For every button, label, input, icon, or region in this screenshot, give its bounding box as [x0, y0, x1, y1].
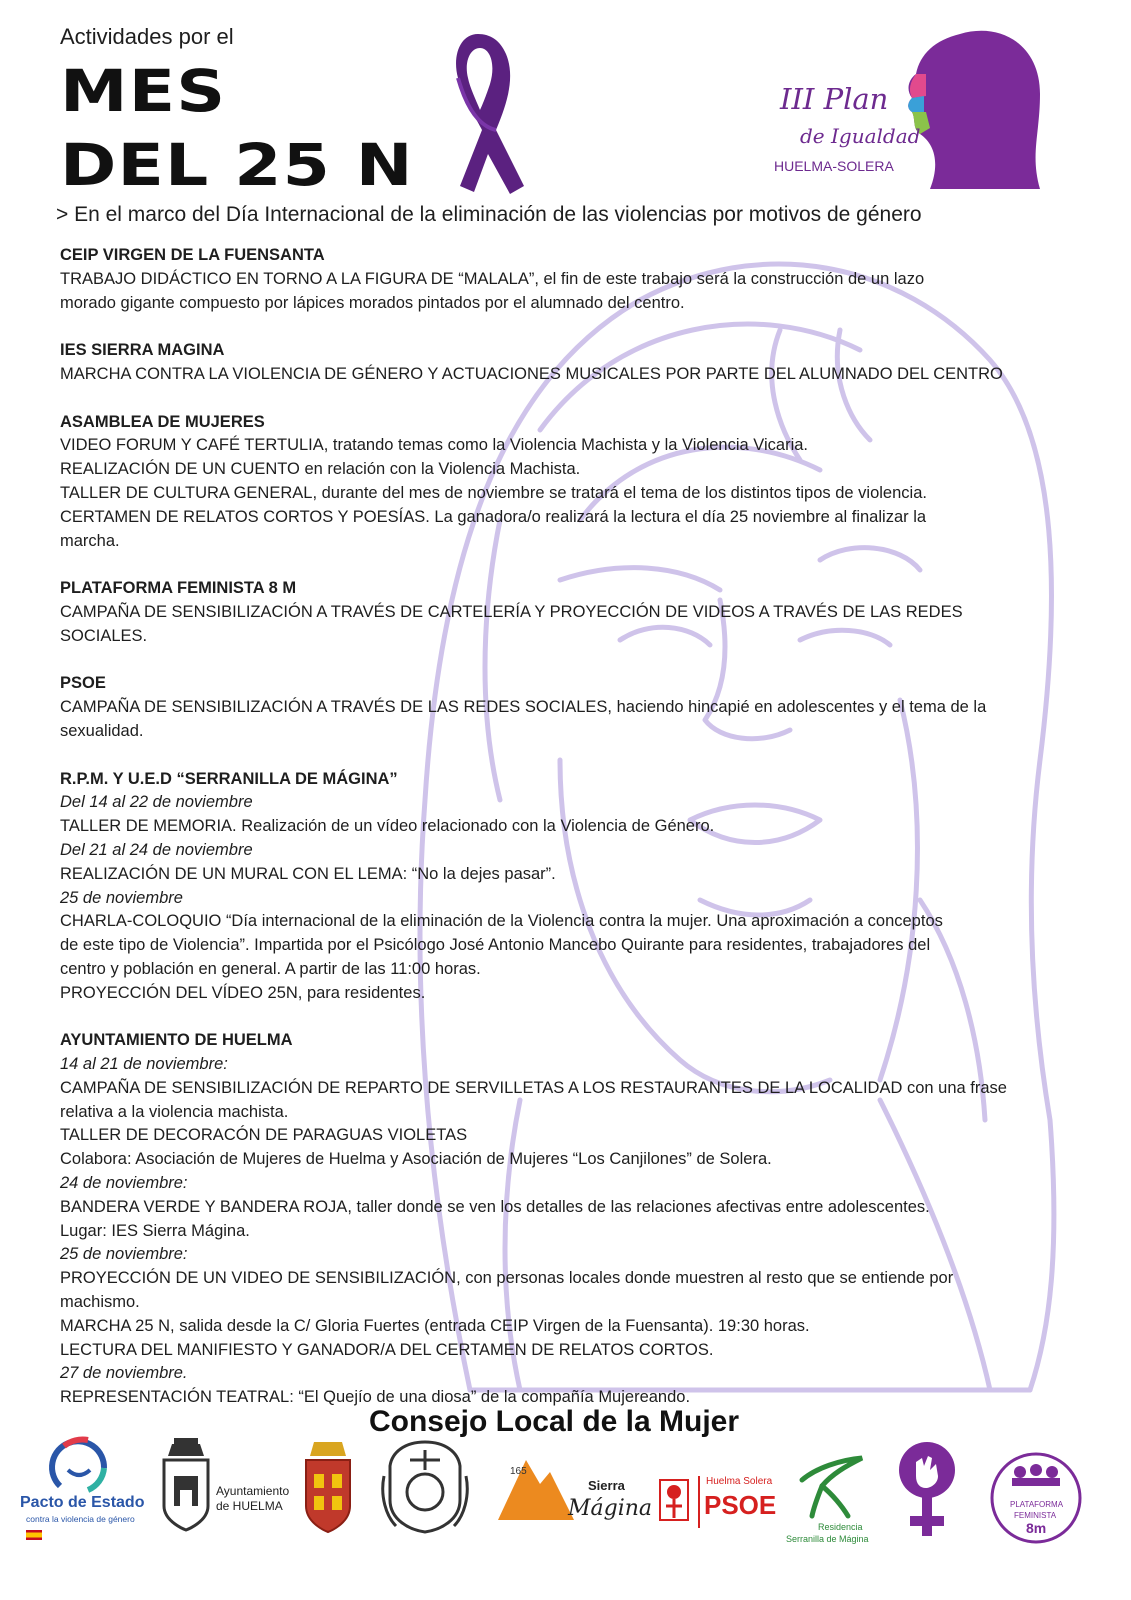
section-date: 25 de noviembre	[60, 888, 183, 907]
section-line: TALLER DE MEMORIA. Realización de un vídeo relacionado con la Violencia de Género.	[60, 817, 715, 836]
section-line: MARCHA CONTRA LA VIOLENCIA DE GÉNERO Y ACTUACIONES MUSICALES POR PARTE DEL ALUMNADO DEL CENTRO	[60, 364, 1003, 383]
section-date: Del 14 al 22 de noviembre	[60, 793, 253, 812]
section-line: TRABAJO DIDÁCTICO EN TORNO A LA FIGURA DE “MALALA”, el fin de este trabajo será la construcción de un lazo	[60, 269, 925, 288]
spain-flag-icon	[26, 1530, 42, 1540]
section-line: CERTAMEN DE RELATOS CORTOS Y POESÍAS. La ganadora/o realizará la lectura el día 25 noviembre al finalizar la	[60, 507, 927, 526]
section-title: IES SIERRA MAGINA	[60, 341, 225, 360]
section-line: CAMPAÑA DE SENSIBILIZACIÓN A TRAVÉS DE CARTELERÍA Y PROYECCIÓN DE VIDEOS A TRAVÉS DE LAS REDES SOCIALES.	[60, 602, 963, 645]
activity-section	[60, 577, 1050, 648]
section-title: CEIP VIRGEN DE LA FUENSANTA	[60, 246, 325, 264]
sierra-line-1: Sierra	[588, 1478, 625, 1493]
activity-section	[60, 339, 1050, 387]
activity-section	[60, 1029, 1050, 1410]
section-line: sexualidad.	[60, 721, 144, 740]
purple-awareness-ribbon-icon	[430, 26, 530, 198]
section-date: 24 de noviembre:	[60, 1174, 188, 1193]
sierra-line-2: Mágina	[568, 1496, 653, 1521]
pacto-title: Pacto de Estado	[20, 1494, 145, 1511]
section-line: relativa a la violencia machista.	[60, 1102, 289, 1121]
pacto-circle-icon	[18, 1436, 140, 1496]
section-title: PLATAFORMA FEMINISTA 8 M	[60, 579, 297, 598]
activity-section	[60, 672, 1050, 743]
section-line: Lugar: IES Sierra Mágina.	[60, 1221, 250, 1240]
section-date: 25 de noviembre:	[60, 1245, 188, 1264]
section-line: BANDERA VERDE Y BANDERA ROJA, taller donde se ven los detalles de las relaciones afectivas entre adolescentes.	[60, 1197, 930, 1216]
pacto-de-estado-logo	[18, 1436, 145, 1546]
section-line: TALLER DE CULTURA GENERAL, durante del mes de noviembre se tratará el tema de los distintos tipos de violencia.	[60, 483, 927, 502]
ayuntamiento-line-2: de HUELMA	[216, 1499, 283, 1513]
section-line: Colabora: Asociación de Mujeres de Huelma y Asociación de Mujeres “Los Canjilones” de Solera.	[60, 1150, 772, 1169]
activity-section	[60, 768, 1050, 1006]
plataforma-feminista-logo	[986, 1436, 1086, 1536]
section-line: TALLER DE DECORACÓN DE PARAGUAS VIOLETAS	[60, 1126, 468, 1145]
psoe-line-2: PSOE	[704, 1490, 777, 1520]
ayuntamiento-line-1: Ayuntamiento	[216, 1484, 290, 1498]
section-date: 27 de noviembre.	[60, 1364, 188, 1383]
huelma-coat-of-arms-icon	[160, 1436, 212, 1532]
emblem-seal-icon	[380, 1436, 470, 1536]
page-title-line-1: MES	[60, 57, 227, 125]
activity-section	[60, 411, 1050, 554]
residencia-logo	[784, 1436, 880, 1546]
leaf-icon	[796, 1450, 866, 1520]
sierra-badge: 165	[510, 1466, 527, 1477]
section-line: marcha.	[60, 531, 120, 550]
section-title: ASAMBLEA DE MUJERES	[60, 412, 265, 431]
footer-title: Consejo Local de la Mujer	[368, 1405, 740, 1438]
section-line: centro y población en general. A partir de las 11:00 horas.	[60, 959, 481, 978]
residencia-line-1: Residencia	[818, 1522, 863, 1532]
section-line: CHARLA-COLOQUIO “Día internacional de la eliminación de la Violencia contra la mujer. Una aproximación a conceptos	[60, 912, 943, 931]
pacto-subtitle: contra la violencia de género	[26, 1514, 135, 1524]
section-line: CAMPAÑA DE SENSIBILIZACIÓN A TRAVÉS DE LAS REDES SOCIALES, haciendo hincapié en adolescentes y el tema de la	[60, 698, 987, 717]
section-title: PSOE	[60, 674, 106, 693]
plataforma-line-1: PLATAFORMA	[1010, 1500, 1064, 1509]
section-line: REALIZACIÓN DE UN CUENTO en relación con la Violencia Machista.	[60, 460, 581, 479]
intro-line: > En el marco del Día Internacional de la eliminación de las violencias por motivos de género	[56, 203, 922, 226]
psoe-line-1: Huelma Solera	[706, 1476, 773, 1487]
plataforma-line-2: FEMINISTA	[1014, 1511, 1057, 1520]
section-line: PROYECCIÓN DE UN VIDEO DE SENSIBILIZACIÓN, con personas locales donde muestren al resto que se entiende por	[60, 1269, 954, 1288]
feminist-symbol-icon	[894, 1436, 960, 1546]
ayuntamiento-huelma-logo	[160, 1436, 310, 1536]
section-line: CAMPAÑA DE SENSIBILIZACIÓN DE REPARTO DE SERVILLETAS A LOS RESTAURANTES DE LA LOCALIDAD con una frase	[60, 1078, 1007, 1097]
section-line: morado gigante compuesto por lápices morados pintados por el alumnado del centro.	[60, 293, 685, 312]
sierra-magina-logo	[496, 1436, 653, 1536]
section-line: REALIZACIÓN DE UN MURAL CON EL LEMA: “No la dejes pasar”.	[60, 864, 556, 883]
section-date: Del 21 al 24 de noviembre	[60, 840, 253, 859]
section-line: REPRESENTACIÓN TEATRAL: “El Quejío de una diosa” de la compañía Mujereando.	[60, 1388, 691, 1407]
section-title: R.P.M. Y U.E.D “SERRANILLA DE MÁGINA”	[60, 769, 398, 788]
header-kicker: Actividades por el	[60, 24, 234, 49]
activity-section	[60, 244, 1050, 315]
plan-title: III Plan	[780, 82, 889, 116]
activities-list	[60, 244, 1050, 1434]
section-line: LECTURA DEL MANIFIESTO Y GANADOR/A DEL CERTAMEN DE RELATOS CORTOS.	[60, 1340, 714, 1359]
section-line: machismo.	[60, 1293, 140, 1312]
section-line: de este tipo de Violencia”. Impartida por el Psicólogo José Antonio Mancebo Quirante para residentes, trabajadores del	[60, 936, 931, 955]
plan-location: HUELMA-SOLERA	[774, 158, 894, 174]
plan-igualdad-logo	[770, 24, 1060, 194]
section-line: PROYECCIÓN DEL VÍDEO 25N, para residentes.	[60, 983, 426, 1002]
plataforma-line-3: 8m	[1026, 1520, 1047, 1536]
plan-subtitle: de Igualdad	[800, 124, 921, 148]
solera-coat-of-arms-icon	[300, 1436, 356, 1536]
psoe-divider	[698, 1476, 700, 1528]
woman-silhouette-icon	[890, 24, 1050, 194]
psoe-rose-icon	[656, 1476, 692, 1526]
mountain-icon	[496, 1450, 576, 1530]
section-line: VIDEO FORUM Y CAFÉ TERTULIA, tratando temas como la Violencia Machista y la Violencia Vicaria.	[60, 436, 809, 455]
section-line: MARCHA 25 N, salida desde la C/ Gloria Fuertes (entrada CEIP Virgen de la Fuensanta). 19:30 horas.	[60, 1316, 810, 1335]
page-title-line-2: DEL 25 N	[60, 131, 414, 199]
section-date: 14 al 21 de noviembre:	[60, 1055, 228, 1074]
section-title: AYUNTAMIENTO DE HUELMA	[60, 1031, 293, 1050]
residencia-line-2: Serranilla de Mágina	[786, 1534, 869, 1544]
psoe-logo	[656, 1436, 776, 1536]
